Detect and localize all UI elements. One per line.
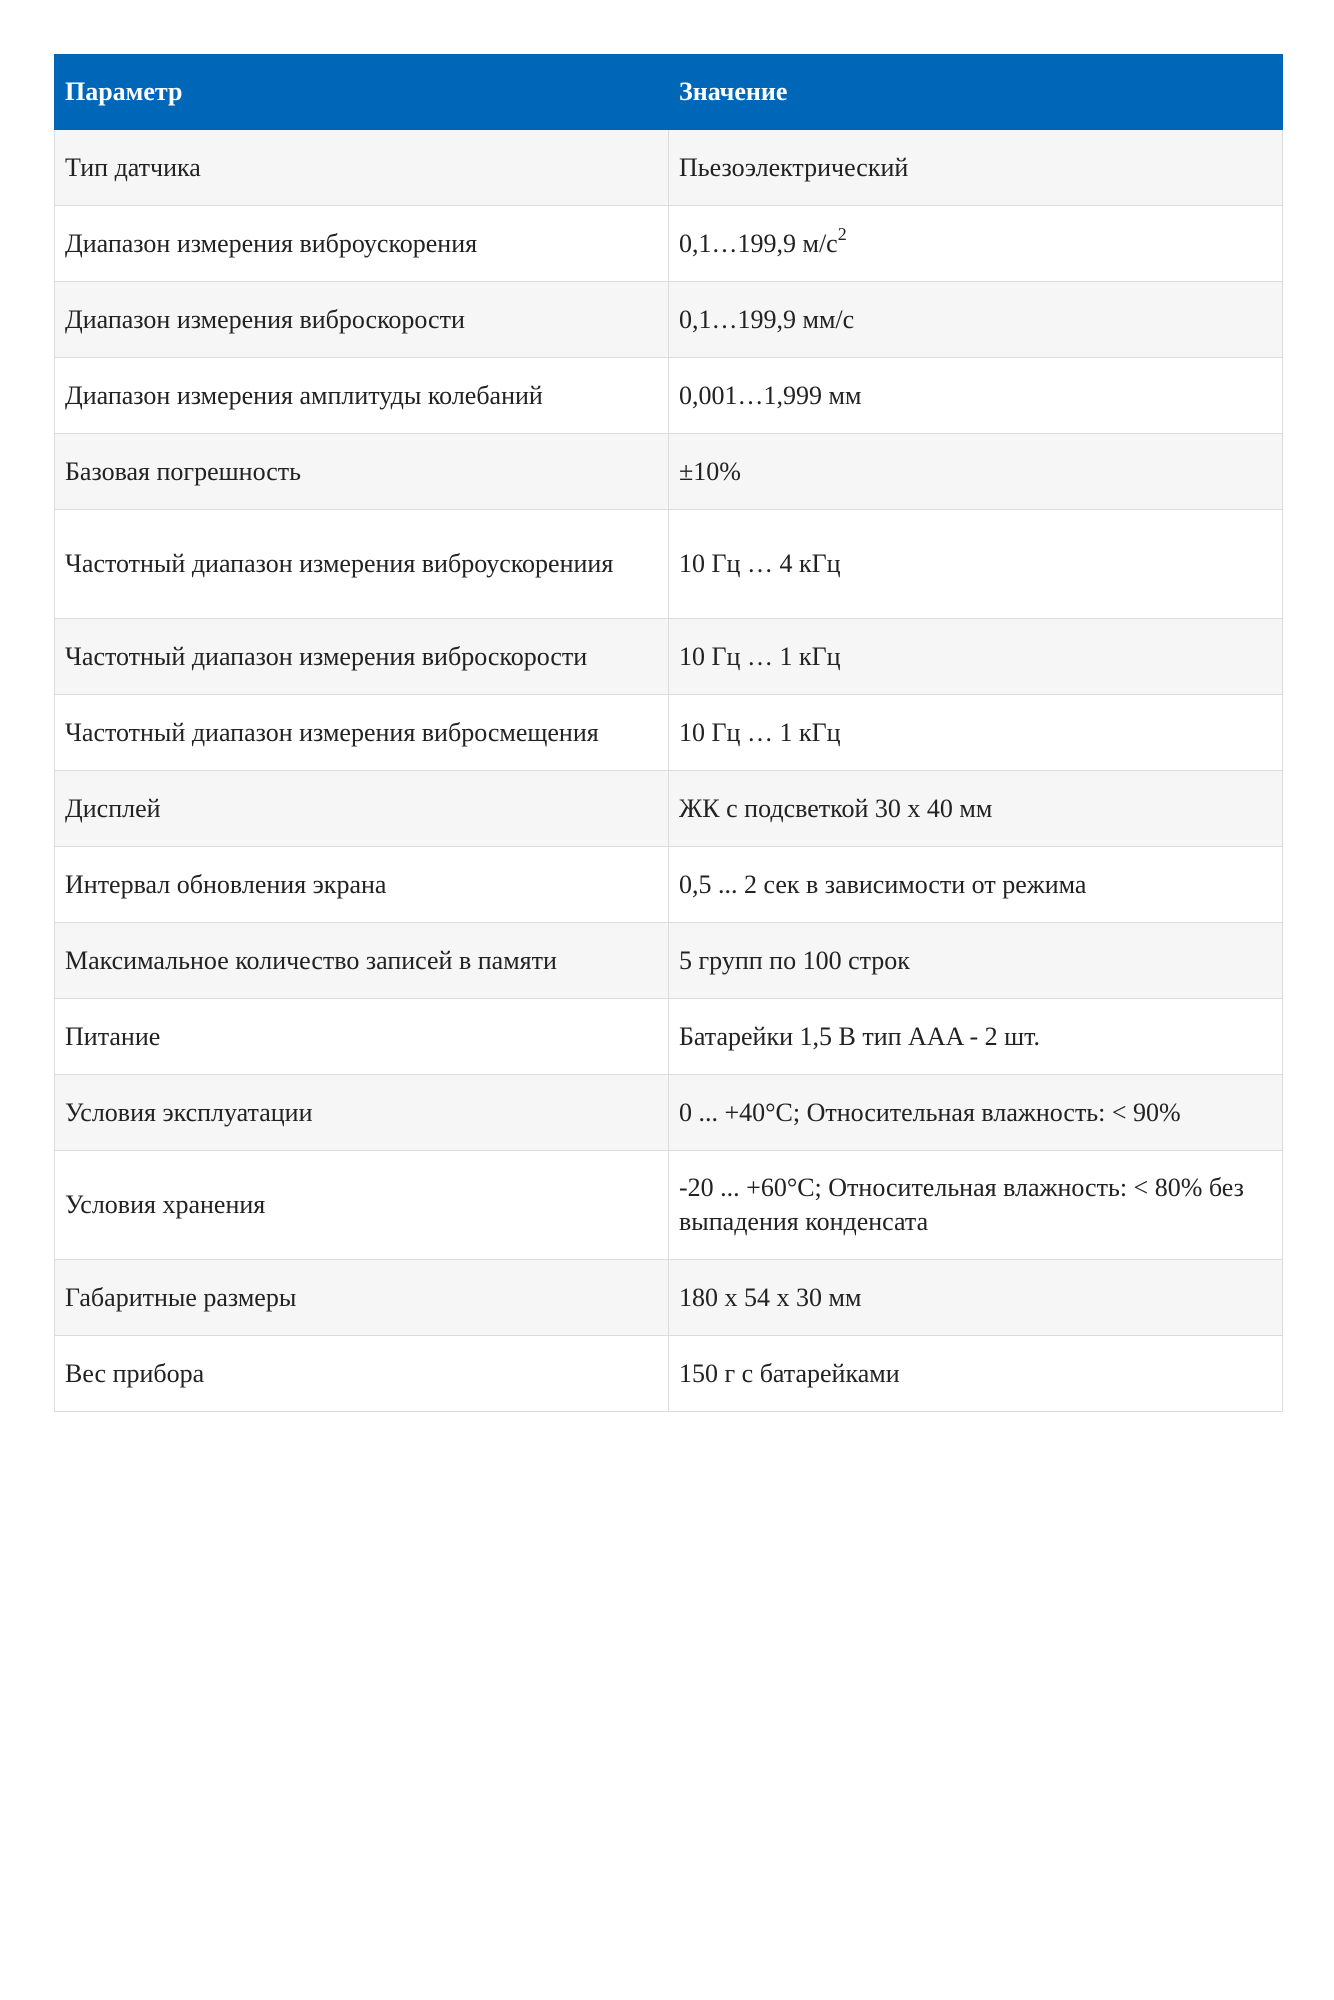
- row-value: 180 х 54 х 30 мм: [669, 1260, 1283, 1336]
- row-parameter: Условия эксплуатации: [55, 1075, 669, 1151]
- row-value: 0 ... +40°С; Относительная влажность: < 90%: [669, 1075, 1283, 1151]
- row-parameter: Дисплей: [55, 771, 669, 847]
- row-value: 0,5 ... 2 сек в зависимости от режима: [669, 847, 1283, 923]
- row-parameter: Габаритные размеры: [55, 1260, 669, 1336]
- row-value: 10 Гц … 1 кГц: [669, 619, 1283, 695]
- table-row: [55, 130, 1283, 206]
- header-parameter: Параметр: [55, 55, 669, 130]
- table-row: [55, 434, 1283, 510]
- table-header-row: [55, 55, 1283, 130]
- row-value: 10 Гц … 4 кГц: [669, 510, 1283, 619]
- table-row: [55, 510, 1283, 619]
- row-value: 0,001…1,999 мм: [669, 358, 1283, 434]
- table-row: [55, 695, 1283, 771]
- table-row: [55, 1336, 1283, 1412]
- row-parameter: Интервал обновления экрана: [55, 847, 669, 923]
- table-row: [55, 619, 1283, 695]
- table-row: [55, 999, 1283, 1075]
- row-parameter: Частотный диапазон измерения виброускорениия: [55, 510, 669, 619]
- row-parameter: Частотный диапазон измерения виброскорости: [55, 619, 669, 695]
- row-value-superscript: 2: [837, 223, 847, 244]
- specifications-table: [54, 54, 1283, 1412]
- header-value: Значение: [669, 55, 1283, 130]
- table-row: [55, 1151, 1283, 1260]
- row-parameter: Диапазон измерения амплитуды колебаний: [55, 358, 669, 434]
- table-row: [55, 282, 1283, 358]
- row-value: Пьезоэлектрический: [669, 130, 1283, 206]
- row-value: Батарейки 1,5 В тип AAA - 2 шт.: [669, 999, 1283, 1075]
- row-parameter: Базовая погрешность: [55, 434, 669, 510]
- table-row: [55, 1075, 1283, 1151]
- row-value: [669, 206, 1283, 282]
- row-parameter: Максимальное количество записей в памяти: [55, 923, 669, 999]
- table-row: [55, 771, 1283, 847]
- row-parameter: Частотный диапазон измерения вибросмещения: [55, 695, 669, 771]
- row-value: ЖК с подсветкой 30 х 40 мм: [669, 771, 1283, 847]
- row-parameter: Диапазон измерения виброускорения: [55, 206, 669, 282]
- row-value-text: 0,1…199,9 м/с: [679, 228, 838, 258]
- row-value: 150 г с батарейками: [669, 1336, 1283, 1412]
- row-value: 0,1…199,9 мм/с: [669, 282, 1283, 358]
- row-parameter: Условия хранения: [55, 1151, 669, 1260]
- table-row: [55, 923, 1283, 999]
- row-value: -20 ... +60°С; Относительная влажность: < 80% без выпадения конденсата: [669, 1151, 1283, 1260]
- row-parameter: Питание: [55, 999, 669, 1075]
- row-parameter: Диапазон измерения виброскорости: [55, 282, 669, 358]
- row-value: ±10%: [669, 434, 1283, 510]
- row-parameter: Вес прибора: [55, 1336, 669, 1412]
- row-value: 5 групп по 100 строк: [669, 923, 1283, 999]
- table-row: [55, 206, 1283, 282]
- table-row: [55, 847, 1283, 923]
- table-row: [55, 1260, 1283, 1336]
- row-value: 10 Гц … 1 кГц: [669, 695, 1283, 771]
- row-parameter: Тип датчика: [55, 130, 669, 206]
- table-row: [55, 358, 1283, 434]
